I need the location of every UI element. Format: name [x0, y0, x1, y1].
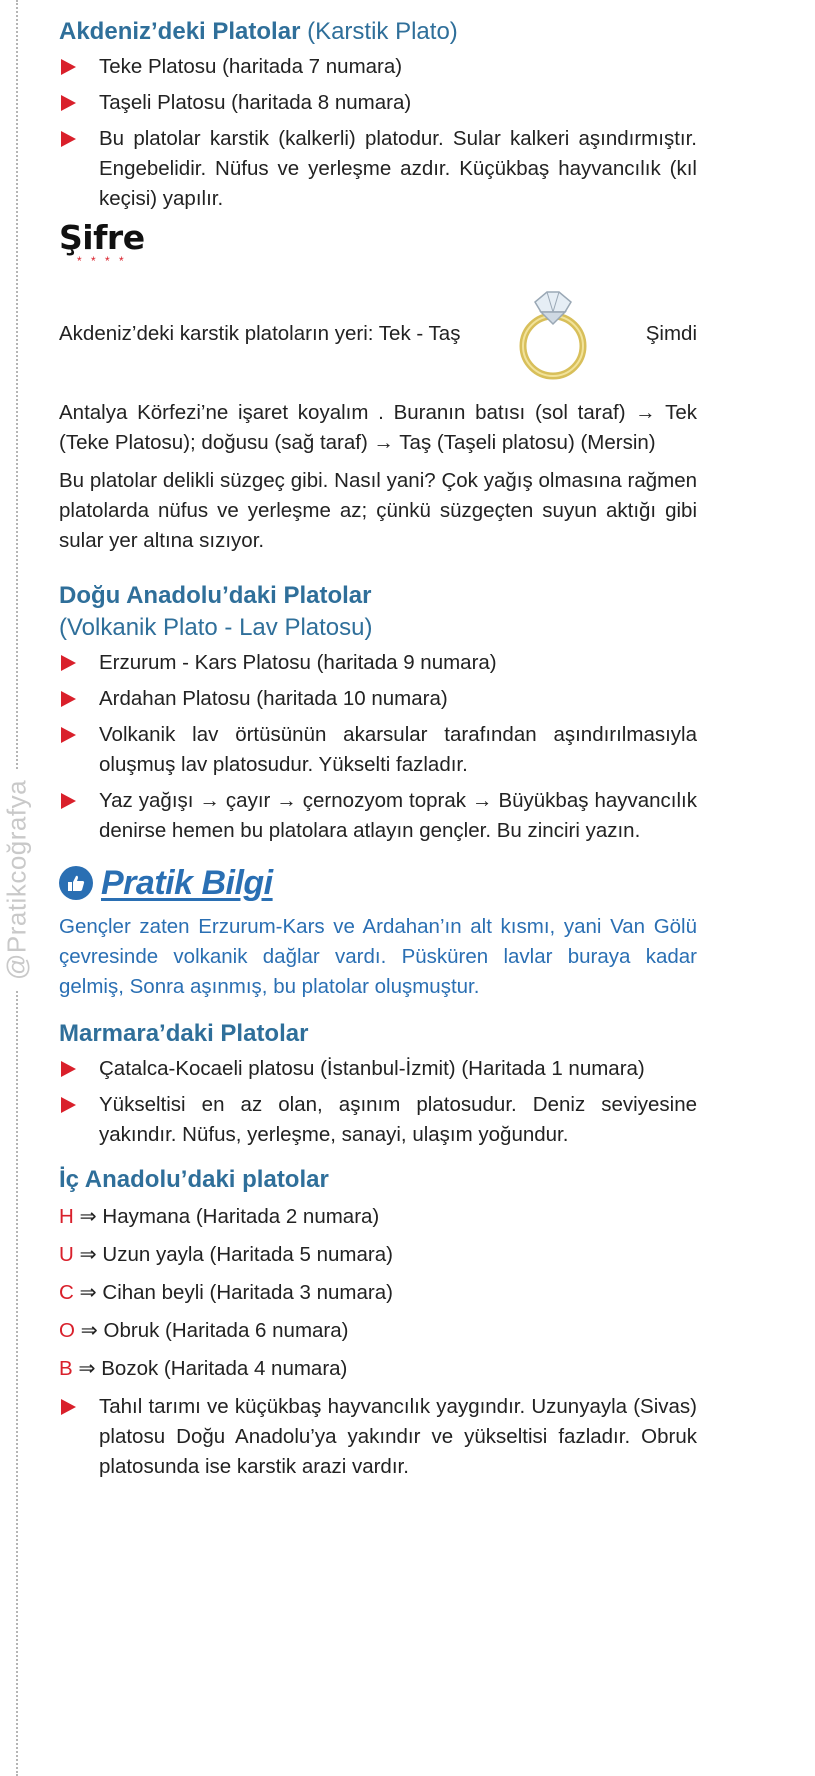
- akdeniz-bullets: [59, 52, 697, 214]
- list-item: Tahıl tarımı ve küçükbaş hayvancılık yaygındır. Uzunyayla (Sivas) platosu Doğu Anadolu’ya yakındır ve yükseltisi fazladır. Obruk platosunda ise karstik arazi vardır.: [59, 1392, 697, 1482]
- list-item: Yaz yağışı → çayır → çernozyom toprak → Büyükbaş hayvancılık denirse hemen bu platolara atlayın gençler. Bu zinciri yazın.: [59, 786, 697, 846]
- red-triangle-icon: [61, 1097, 76, 1113]
- red-triangle-icon: [61, 793, 76, 809]
- red-triangle-icon: [61, 131, 76, 147]
- list-item: H ⇒ Haymana (Haritada 2 numara): [59, 1205, 380, 1228]
- page-content: [59, 16, 697, 1488]
- list-item: Çatalca-Kocaeli platosu (İstanbul-İzmit) (Haritada 1 numara): [59, 1054, 697, 1084]
- sifre-title: Şifre: [59, 218, 145, 257]
- red-triangle-icon: [61, 59, 76, 75]
- dogu-title: Doğu Anadolu’daki Platolar: [59, 582, 372, 609]
- red-triangle-icon: [61, 655, 76, 671]
- list-item: U ⇒ Uzun yayla (Haritada 5 numara): [59, 1243, 393, 1266]
- list-item: Taşeli Platosu (haritada 8 numara): [59, 88, 697, 118]
- huco-mnemonic-list: [59, 1202, 697, 1384]
- list-item: B ⇒ Bozok (Haritada 4 numara): [59, 1357, 348, 1380]
- akdeniz-title: Akdeniz’deki Platolar: [59, 18, 301, 45]
- ic-anadolu-bullets: [59, 1392, 697, 1482]
- list-item: Teke Platosu (haritada 7 numara): [59, 52, 697, 82]
- list-item: Yükseltisi en az olan, aşınım platosudur. Deniz seviyesine yakındır. Nüfus, yerleşme, sanayi, ulaşım yoğundur.: [59, 1090, 697, 1150]
- dogu-subtitle: (Volkanik Plato - Lav Platosu): [59, 614, 373, 641]
- list-item: O ⇒ Obruk (Haritada 6 numara): [59, 1319, 349, 1342]
- dogu-heading: [59, 580, 697, 644]
- ic-anadolu-title: İç Anadolu’daki platolar: [59, 1166, 329, 1193]
- list-item: Erzurum - Kars Platosu (haritada 9 numara): [59, 648, 697, 678]
- sifre-line-left: Akdeniz’deki karstik platoların yeri: Tek - Taş: [59, 322, 461, 345]
- red-triangle-icon: [61, 691, 76, 707]
- red-triangle-icon: [61, 1061, 76, 1077]
- pratik-bilgi-text: Gençler zaten Erzurum-Kars ve Ardahan’ın alt kısmı, yani Van Gölü çevresinde volkanik dağlar vardı. Püsküren lavlar buraya kadar gelmiş, Sonra aşınmış, bu platolar oluşmuştur.: [59, 915, 697, 998]
- diamond-ring-icon: [503, 284, 603, 384]
- sifre-paragraph-2: Bu platolar delikli süzgeç gibi. Nasıl yani? Çok yağış olmasına rağmen platolarda nüfus ve yerleşme az; çünkü süzgeçten suyun aktığı gibi sular yer altına sızıyor.: [59, 469, 697, 552]
- list-item: Ardahan Platosu (haritada 10 numara): [59, 684, 697, 714]
- red-triangle-icon: [61, 1399, 76, 1415]
- thumbs-up-icon: [59, 866, 93, 900]
- sifre-line-right: Şimdi: [645, 322, 697, 345]
- sifre-row: [59, 274, 697, 394]
- pratik-bilgi-title: Pratik Bilgi: [101, 864, 273, 902]
- pratik-bilgi-heading: [59, 866, 697, 900]
- red-triangle-icon: [61, 95, 76, 111]
- list-item: Volkanik lav örtüsünün akarsular tarafından aşındırılmasıyla oluşmuş lav platosudur. Yükselti fazladır.: [59, 720, 697, 780]
- akdeniz-heading: [59, 16, 697, 48]
- marmara-bullets: [59, 1054, 697, 1150]
- list-item: Bu platolar karstik (kalkerli) platodur. Sular kalkeri aşındırmıştır. Engebelidir. Nüfus ve yerleşme azdır. Küçükbaş hayvancılık (kıl keçisi) yapılır.: [59, 124, 697, 214]
- akdeniz-subtitle: (Karstik Plato): [307, 18, 458, 45]
- marmara-title: Marmara’daki Platolar: [59, 1020, 309, 1047]
- sifre-section: [59, 220, 697, 556]
- red-triangle-icon: [61, 727, 76, 743]
- sifre-paragraph-1: Antalya Körfezi’ne işaret koyalım . Buranın batısı (sol taraf) → Tek (Teke Platosu); doğusu (sağ taraf) → Taş (Taşeli platosu) (Mersin): [59, 401, 697, 454]
- watermark: @Pratikcoğrafya: [2, 770, 33, 990]
- sifre-stars: * * * *: [77, 254, 127, 268]
- list-item: C ⇒ Cihan beyli (Haritada 3 numara): [59, 1281, 393, 1304]
- dogu-bullets: [59, 648, 697, 846]
